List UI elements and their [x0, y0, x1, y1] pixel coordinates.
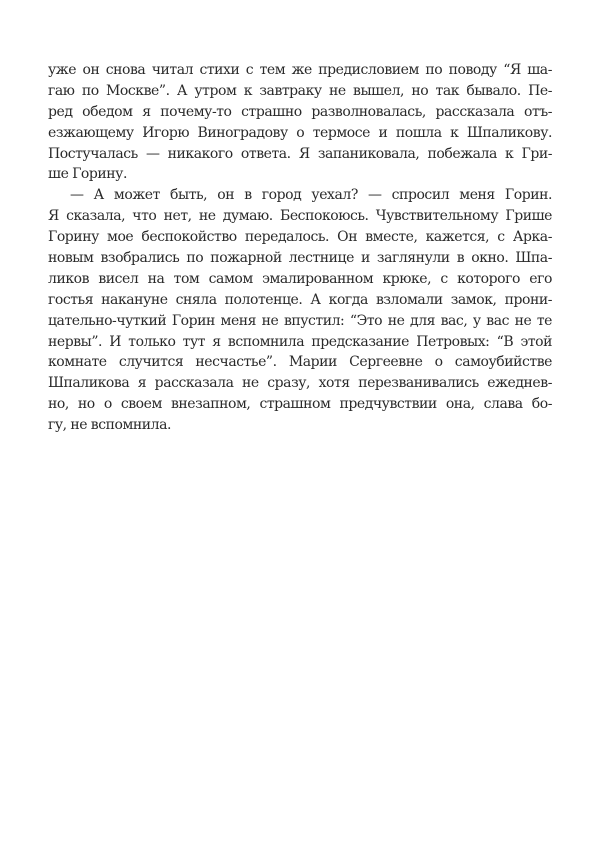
- text-line: новым взобрались по пожарной лестнице и заглянули в окно. Шпа-: [48, 250, 552, 267]
- text-line: цательно-чуткий Горин меня не впустил: “Это не для вас, у вас не те: [48, 312, 552, 329]
- text-line: Я сказала, что нет, не думаю. Беспокоюсь. Чувствительному Грише: [48, 208, 552, 225]
- text-line: уже он снова читал стихи с тем же предисловием по поводу “Я ша-: [48, 62, 552, 78]
- text-line: гостья накануне сняла полотенце. А когда взломали замок, прони-: [48, 291, 552, 308]
- paragraph-2: [48, 185, 552, 436]
- body-text: [48, 60, 552, 436]
- text-line: комнате случится несчастье”. Марии Сергеевне о самоубийстве: [48, 354, 552, 371]
- text-line: ликов висел на том самом эмалированном крюке, с которого его: [48, 270, 552, 287]
- text-line: ше Горину.: [48, 166, 127, 183]
- text-line: — А может быть, он в город уехал? — спросил меня Горин.: [70, 187, 552, 204]
- text-line: Горину мое беспокойство передалось. Он вместе, кажется, с Арка-: [48, 229, 552, 246]
- text-line: но, но о своем внезапном, страшном предчувствии она, слава бо-: [48, 396, 552, 413]
- paragraph-1: [48, 60, 552, 185]
- text-line: Шпаликова я рассказала не сразу, хотя перезванивались ежеднев-: [48, 375, 552, 392]
- text-line: езжающему Игорю Виноградову о термосе и пошла к Шпаликову.: [48, 124, 552, 141]
- text-line: Постучалась — никакого ответа. Я запаниковала, побежала к Гри-: [48, 145, 552, 162]
- text-line: гу, не вспомнила.: [48, 417, 172, 434]
- text-line: нервы”. И только тут я вспомнила предсказание Петровых: “В этой: [48, 333, 552, 350]
- text-line: гаю по Москве”. А утром к завтраку не вышел, но так бывало. Пе-: [48, 82, 552, 99]
- text-line: ред обедом я почему-то страшно разволновалась, рассказала отъ-: [48, 103, 552, 120]
